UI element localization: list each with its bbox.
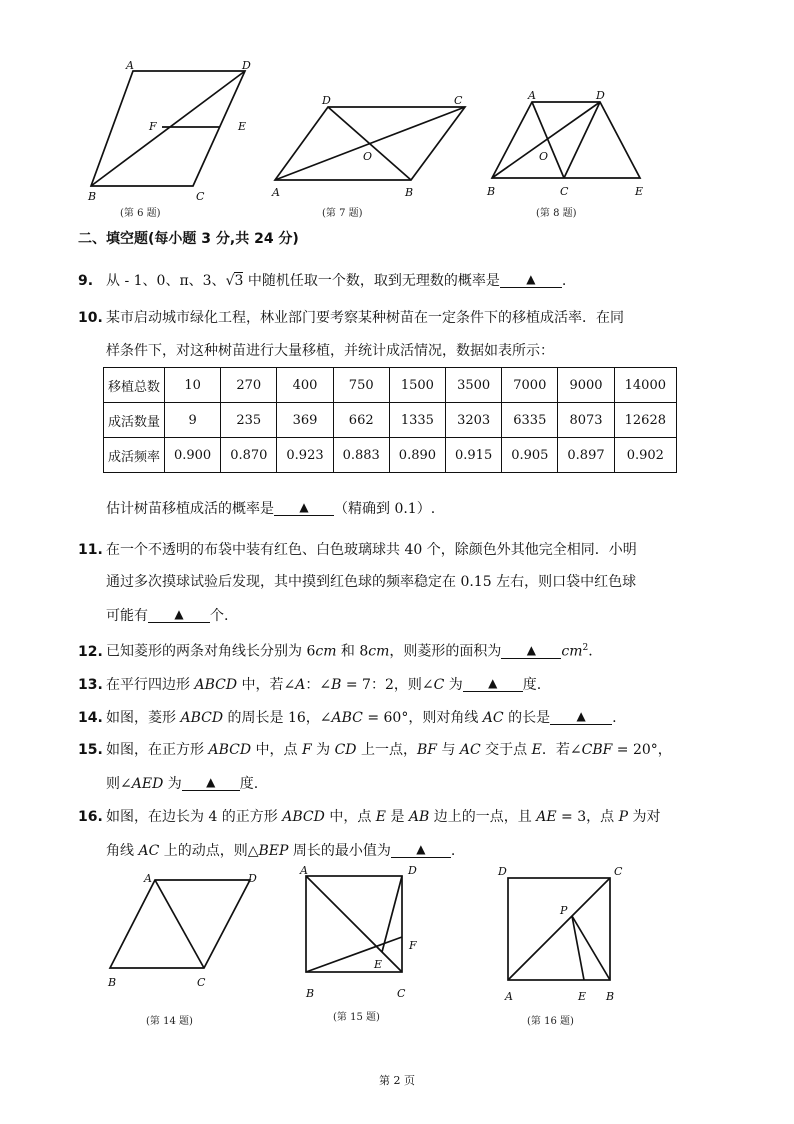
question-16-line1 — [78, 810, 660, 824]
q12-sup: 2 — [582, 643, 589, 653]
fig15-label-f: F — [409, 939, 417, 952]
fig8-label-b: B — [487, 185, 496, 198]
q14-answer-blank[interactable] — [550, 709, 612, 725]
q13-mark: ▲ — [488, 676, 498, 690]
fig14-label-a: A — [144, 872, 152, 885]
table-cell: 12628 — [614, 403, 676, 438]
q12-number: 12. — [78, 643, 103, 660]
q14-number: 14. — [78, 710, 103, 726]
sqrt-sign: √ — [225, 273, 235, 289]
q12-unit-1: cm — [315, 643, 337, 660]
table-cell: 270 — [221, 368, 277, 403]
question-10-line1 — [78, 311, 624, 325]
q10-answer-blank[interactable] — [274, 500, 334, 516]
q13-text-b: 中，若∠ — [237, 677, 296, 693]
question-12 — [78, 641, 593, 659]
q14-text-d: 的长是 — [503, 710, 551, 726]
question-13 — [78, 676, 541, 692]
fig16-label-c: C — [614, 865, 623, 878]
q12-text-b: 和 8 — [336, 643, 369, 660]
q15-text-e: 与 — [437, 742, 460, 758]
question-16-line2 — [106, 842, 455, 858]
row-header: 移植总数 — [104, 368, 165, 403]
fig16-label-e: E — [578, 990, 587, 1003]
q16-line2-b: 上的动点，则△ — [159, 843, 259, 859]
q15-text-d: 上一点， — [356, 742, 417, 758]
figure-8 — [484, 89, 664, 202]
q16-text-b: 中，点 — [324, 809, 376, 825]
q15-f: F — [301, 742, 312, 758]
q12-end: . — [588, 643, 593, 660]
fig14-caption: (第 14 题) — [146, 1016, 193, 1027]
q14-text-b: 的周长是 16，∠ — [223, 710, 332, 726]
q9-mark: ▲ — [526, 272, 536, 286]
table-cell: 0.897 — [558, 438, 614, 473]
q9-text-b: 中随机任取一个数，取到无理数的概率是 — [243, 273, 500, 289]
fig15-label-a: A — [300, 864, 308, 877]
q10-after-b: （精确到 0.1）. — [334, 501, 436, 517]
q15-cd: CD — [334, 742, 357, 758]
q16-answer-blank[interactable] — [391, 842, 451, 858]
row-header: 成活数量 — [104, 403, 165, 438]
table-cell: 1500 — [389, 368, 445, 403]
table-cell: 0.890 — [389, 438, 445, 473]
table-row — [104, 438, 677, 473]
q13-abcd: ABCD — [194, 677, 238, 693]
fig6-label-e: E — [238, 120, 247, 133]
section-title: 二、填空题(每小题 3 分,共 24 分) — [78, 231, 299, 247]
table-cell: 750 — [333, 368, 389, 403]
table-cell: 10 — [165, 368, 221, 403]
q12-unit-2: cm — [368, 643, 390, 660]
q11-line1: 在一个不透明的布袋中装有红色、白色玻璃球共 40 个，除颜色外其他完全相同．小明 — [106, 542, 637, 558]
table-cell: 9 — [165, 403, 221, 438]
fig6-caption: (第 6 题) — [120, 208, 161, 219]
fig6-label-a: A — [126, 59, 134, 72]
fig16-label-p: P — [560, 904, 568, 917]
q14-abc: ABC — [331, 710, 363, 726]
q12-mark: ▲ — [526, 642, 537, 657]
q9-answer-blank[interactable] — [500, 272, 562, 288]
q10-after-a: 估计树苗移植成活的概率是 — [106, 501, 274, 517]
fig14-label-d: D — [248, 872, 257, 885]
table-cell: 0.923 — [277, 438, 333, 473]
table-cell: 0.870 — [221, 438, 277, 473]
table-row — [104, 368, 677, 403]
fig8-label-e: E — [635, 185, 644, 198]
q16-abcd: ABCD — [282, 809, 325, 825]
table-cell: 0.905 — [502, 438, 558, 473]
q9-text-a: 从 - 1、0、π、3、 — [106, 273, 226, 289]
q13-b: B — [331, 677, 342, 693]
q9-number: 9. — [78, 273, 94, 289]
table-cell: 1335 — [389, 403, 445, 438]
fig6-label-c: C — [196, 190, 205, 203]
q15-line2-a: 则∠ — [106, 776, 132, 792]
q16-p: P — [618, 809, 628, 825]
fig8-caption: (第 8 题) — [536, 208, 577, 219]
table-cell: 6335 — [502, 403, 558, 438]
fig16-label-b: B — [606, 990, 615, 1003]
q11-line3-b: 个. — [210, 608, 229, 624]
q15-mark: ▲ — [206, 775, 216, 789]
q15-text-h: = 20°， — [612, 742, 672, 758]
question-11-line1 — [78, 543, 637, 557]
q13-end: 度. — [522, 677, 542, 693]
table-cell: 0.902 — [614, 438, 676, 473]
fig7-label-b: B — [405, 186, 414, 199]
page-number: 第 2 页 — [379, 1074, 415, 1087]
table-cell: 235 — [221, 403, 277, 438]
table-cell: 400 — [277, 368, 333, 403]
q14-end: . — [612, 710, 617, 726]
q10-line1: 某市启动城市绿化工程，林业部门要考察某种树苗在一定条件下的移植成活率．在同 — [106, 310, 624, 326]
question-14 — [78, 709, 617, 725]
q16-ac: AC — [138, 843, 160, 859]
fig15-label-c: C — [397, 987, 406, 1000]
fig8-label-d: D — [596, 89, 605, 102]
fig14-label-b: B — [108, 976, 117, 989]
fig7-label-c: C — [454, 94, 463, 107]
q10-number: 10. — [78, 310, 103, 326]
figure-6 — [80, 58, 260, 208]
q16-text-a: 如图，在边长为 4 的正方形 — [106, 809, 283, 825]
fig8-label-c: C — [560, 185, 569, 198]
figure-7 — [268, 92, 478, 202]
fig15-label-e: E — [374, 958, 383, 971]
question-10-line2 — [106, 344, 554, 358]
figure-14 — [100, 870, 270, 1000]
fig7-label-d: D — [322, 94, 331, 107]
table-cell: 0.900 — [165, 438, 221, 473]
table-cell: 14000 — [614, 368, 676, 403]
q11-number: 11. — [78, 542, 103, 558]
q15-cbf: CBF — [581, 742, 613, 758]
q13-text-a: 在平行四边形 — [106, 677, 195, 693]
q15-text-f: 交于点 — [480, 742, 532, 758]
sqrt-expression — [226, 272, 244, 289]
fig15-label-d: D — [408, 864, 417, 877]
q14-ac: AC — [482, 710, 504, 726]
question-10-estimate — [106, 500, 435, 516]
q15-text-g: ．若∠ — [541, 742, 582, 758]
fig6-label-d: D — [242, 59, 251, 72]
table-cell: 3500 — [446, 368, 502, 403]
question-15-line1 — [78, 743, 672, 757]
q15-ac: AC — [459, 742, 481, 758]
q14-abcd: ABCD — [180, 710, 224, 726]
q9-end: . — [561, 273, 567, 289]
figure-15 — [294, 862, 434, 1002]
question-11-line2 — [106, 575, 636, 589]
q15-text-b: 中，点 — [251, 742, 302, 758]
q12-text-c: ，则菱形的面积为 — [389, 643, 502, 660]
q12-answer-blank[interactable] — [501, 643, 561, 659]
q12-text-a: 已知菱形的两条对角线长分别为 6 — [106, 643, 316, 660]
fig7-caption: (第 7 题) — [322, 208, 363, 219]
data-table — [103, 367, 677, 473]
q15-text-a: 如图，在正方形 — [106, 742, 209, 758]
fig16-label-d: D — [498, 865, 507, 878]
q16-mark: ▲ — [416, 842, 426, 856]
q13-answer-blank[interactable] — [463, 676, 523, 692]
q16-text-e: = 3，点 — [556, 809, 619, 825]
q16-ae: AE — [536, 809, 557, 825]
q15-abcd: ABCD — [208, 742, 252, 758]
question-11-line3 — [106, 607, 228, 623]
fig16-label-a: A — [505, 990, 513, 1003]
table-cell: 7000 — [502, 368, 558, 403]
figure-16 — [496, 862, 636, 1002]
fig14-label-c: C — [197, 976, 206, 989]
q13-text-d: = 7：2，则∠ — [341, 677, 434, 693]
table-cell: 369 — [277, 403, 333, 438]
q10-mark: ▲ — [299, 500, 309, 514]
q16-bep: BEP — [258, 843, 289, 859]
table-cell: 8073 — [558, 403, 614, 438]
fig8-label-o: O — [539, 150, 549, 163]
table-cell: 662 — [333, 403, 389, 438]
fig15-caption: (第 15 题) — [333, 1012, 380, 1023]
table-row — [104, 403, 677, 438]
q12-unit: cm — [561, 643, 583, 660]
question-9 — [78, 272, 566, 288]
q11-line3-a: 可能有 — [106, 608, 148, 624]
q11-answer-blank[interactable] — [148, 607, 210, 623]
q16-number: 16. — [78, 809, 103, 825]
q16-line2-c: 周长的最小值为 — [288, 843, 391, 859]
fig6-label-b: B — [88, 190, 97, 203]
q11-mark: ▲ — [174, 607, 184, 621]
q14-mark: ▲ — [576, 709, 586, 723]
q15-e: E — [531, 742, 542, 758]
q16-text-f: 为对 — [628, 809, 661, 825]
fig6-label-f: F — [149, 120, 157, 133]
question-15-line2 — [106, 775, 258, 791]
row-header: 成活频率 — [104, 438, 165, 473]
q13-text-e: 为 — [444, 677, 463, 693]
q16-end: . — [450, 843, 456, 859]
q15-bf: BF — [416, 742, 437, 758]
sqrt-arg: 3 — [234, 273, 244, 289]
q15-end: 度. — [239, 776, 259, 792]
q13-number: 13. — [78, 677, 103, 693]
q14-text-a: 如图，菱形 — [106, 710, 181, 726]
q13-a: A — [295, 677, 306, 693]
q14-text-c: = 60°，则对角线 — [362, 710, 483, 726]
fig7-label-a: A — [272, 186, 280, 199]
table-cell: 9000 — [558, 368, 614, 403]
q16-line2-a: 角线 — [106, 843, 139, 859]
q16-ab: AB — [408, 809, 430, 825]
table-cell: 0.915 — [446, 438, 502, 473]
q16-text-c: 是 — [386, 809, 409, 825]
q13-c: C — [433, 677, 445, 693]
fig8-label-a: A — [528, 89, 536, 102]
q15-aed: AED — [131, 776, 164, 792]
fig7-label-o: O — [363, 150, 373, 163]
q16-e: E — [375, 809, 387, 825]
q11-line2: 通过多次摸球试验后发现，其中摸到红色球的频率稳定在 0.15 左右，则口袋中红色球 — [106, 574, 637, 590]
table-cell: 0.883 — [333, 438, 389, 473]
q15-text-c: 为 — [311, 742, 335, 758]
q15-answer-blank[interactable] — [182, 775, 240, 791]
q10-line2: 样条件下，对这种树苗进行大量移植，并统计成活情况，数据如表所示： — [106, 343, 554, 359]
q16-text-d: 边上的一点，且 — [429, 809, 537, 825]
q15-number: 15. — [78, 742, 103, 758]
q15-line2-b: 为 — [163, 776, 182, 792]
table-cell: 3203 — [446, 403, 502, 438]
fig16-caption: (第 16 题) — [527, 1016, 574, 1027]
q13-text-c: ：∠ — [305, 677, 332, 693]
fig15-label-b: B — [306, 987, 315, 1000]
